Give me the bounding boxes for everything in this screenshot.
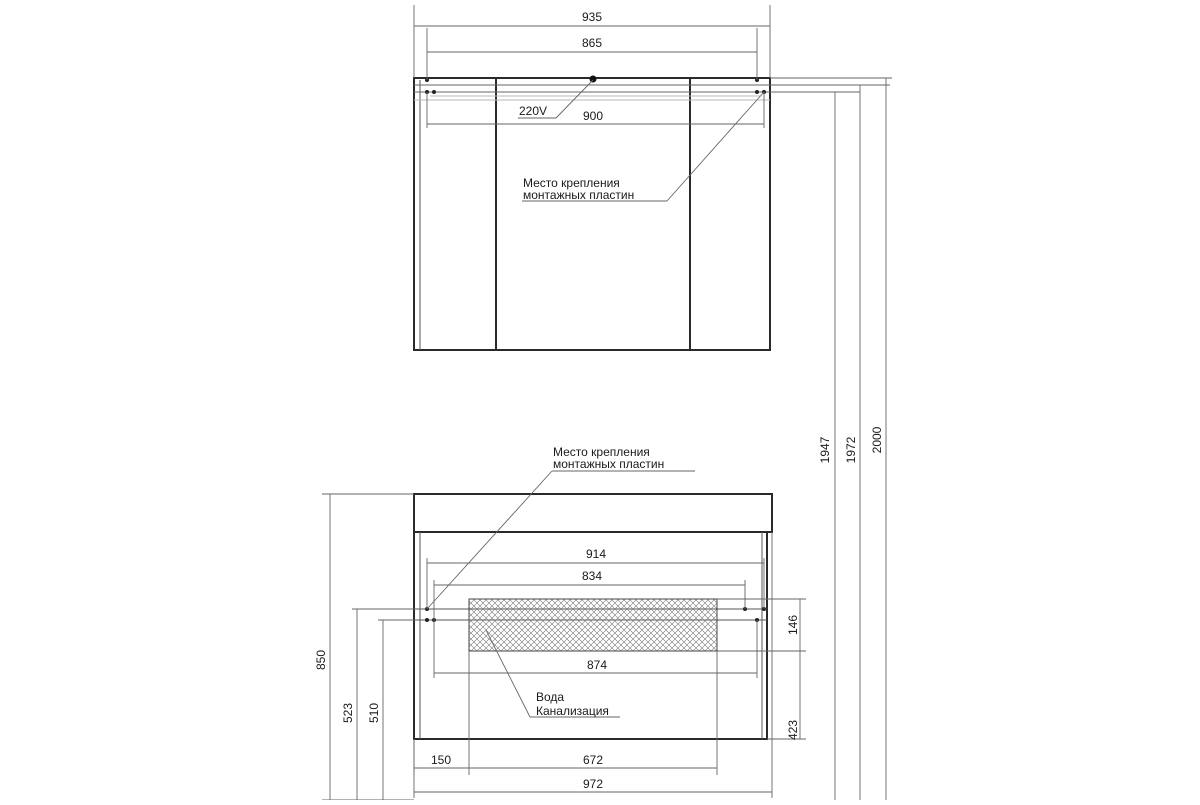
dim-150-label: 150	[430, 753, 452, 767]
dim-935-label: 935	[581, 10, 603, 24]
power-outlet-point	[590, 76, 597, 83]
mount-point	[755, 90, 759, 94]
dim-914-label: 914	[585, 547, 607, 561]
mirror-mount-label-line1: Место крепления	[523, 176, 620, 190]
mount-point	[425, 618, 429, 622]
dim-146-label: 146	[786, 614, 800, 636]
dim-510-label: 510	[367, 702, 381, 724]
dim-972-label: 972	[582, 777, 604, 791]
dim-523-label: 523	[341, 702, 355, 724]
mirror-mount-label-line2: монтажных пластин	[523, 188, 635, 202]
mirror-cabinet	[414, 5, 890, 350]
sewer-label: Канализация	[536, 704, 609, 718]
dim-672-label: 672	[582, 753, 604, 767]
right-height-dimensions	[770, 78, 892, 800]
dim-865-label: 865	[581, 36, 603, 50]
dim-1947-label: 1947	[818, 436, 832, 464]
vanity-countertop	[414, 494, 772, 532]
vanity-mount-label-line2: монтажных пластин	[553, 457, 665, 471]
dim-834-label: 834	[581, 569, 603, 583]
vanity-unit	[414, 445, 806, 798]
mount-point	[432, 90, 436, 94]
dim-874-label: 874	[586, 658, 608, 672]
mount-leader-line	[667, 92, 764, 201]
power-label: 220V	[519, 104, 548, 118]
dim-2000-label: 2000	[870, 426, 884, 454]
vanity-mount-label-line1: Место крепления	[553, 445, 650, 459]
dim-850-label: 850	[314, 649, 328, 671]
dim-423-label: 423	[786, 719, 800, 741]
water-label: Вода	[536, 690, 565, 704]
dim-1972-label: 1972	[844, 436, 858, 464]
dim-900-label: 900	[582, 109, 604, 123]
left-height-dimensions	[314, 494, 414, 800]
vanity-mount-leader-line	[427, 471, 552, 609]
plumbing-zone	[469, 599, 717, 651]
